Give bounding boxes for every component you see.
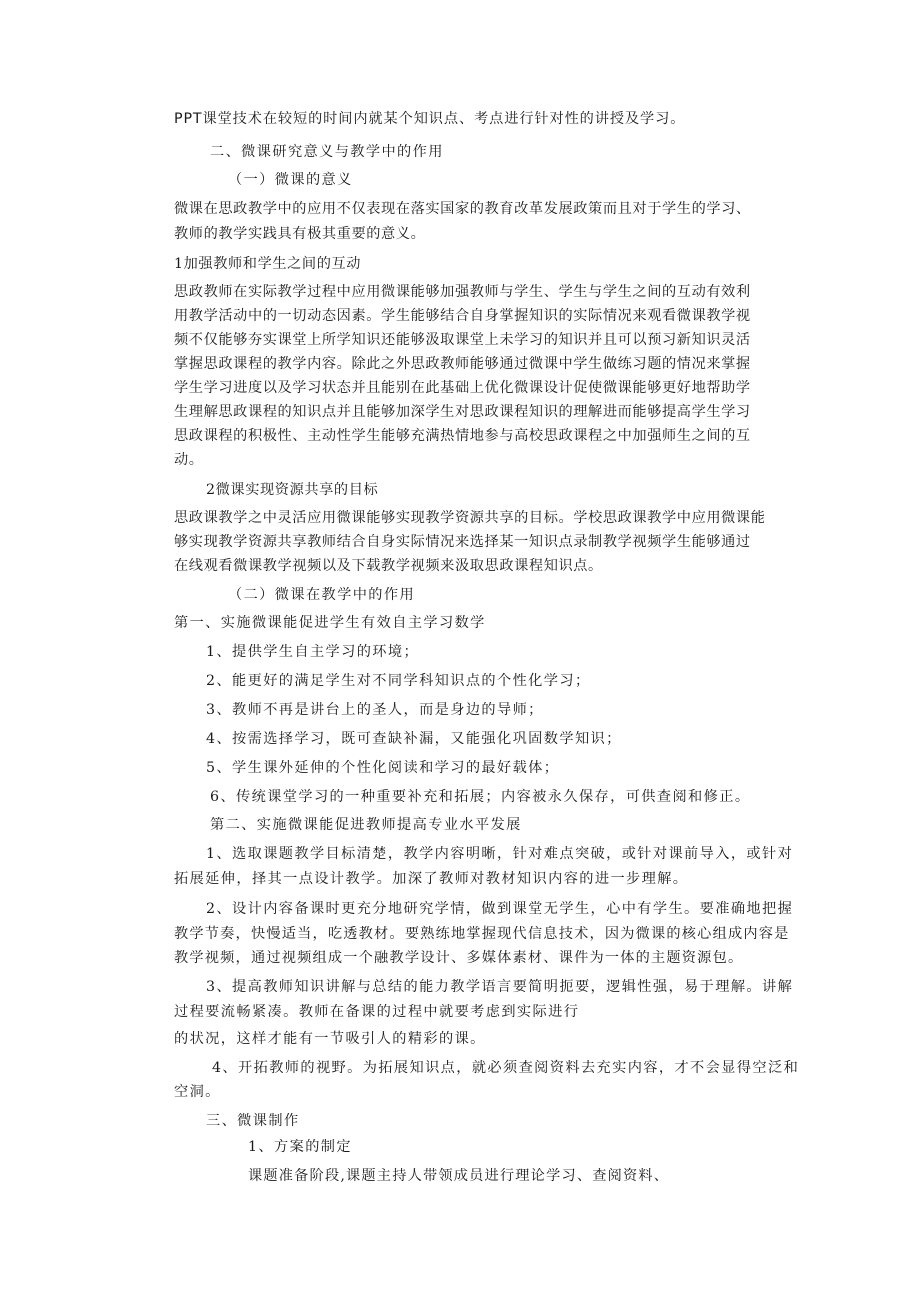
text-line: 思政课程的积极性、主动性学生能够充满热情地参与高校思政课程之中加强师生之间的互 — [174, 428, 751, 444]
text-line: 掌握思政课程的教学内容。除此之外思政教师能够通过微课中学生做练习题的情况来掌握 — [174, 356, 751, 372]
text-line: 第二、实施微课能促进教师提高专业水平发展 — [210, 817, 522, 833]
text-line: 学生学习进度以及学习状态并且能别在此基础上优化微课设计促使微课能够更好地帮助学 — [174, 380, 751, 396]
subsection-heading: （二）微课在教学中的作用 — [228, 587, 416, 603]
text-line: 教学节奏，快慢适当，吃透教材。要熟练地掌握现代信息技术，因为微课的核心组成内容是 — [174, 926, 790, 942]
text-line: 微课在思政教学中的应用不仅表现在落实国家的教育改革发展政策而且对于学生的学习、 — [174, 201, 751, 217]
list-item: 4、按需选择学习，既可查缺补漏，又能强化巩固数学知识； — [206, 731, 622, 747]
subheading: 1、方案的制定 — [248, 1139, 352, 1155]
text-line: 空洞。 — [174, 1084, 221, 1100]
subheading: 2微课实现资源共享的目标 — [206, 482, 379, 498]
text-line: 2、设计内容备课时更充分地研究学情，做到课堂无学生，心中有学生。要准确地把握 — [206, 901, 794, 917]
text-line: 第一、实施微课能促进学生有效自主学习数学 — [174, 615, 486, 631]
text-line: 1、选取课题教学目标清楚，教学内容明晰，针对难点突破，或针对课前导入，或针对 — [206, 846, 794, 862]
text-line: 频不仅能够夯实课堂上所学知识还能够汲取课堂上未学习的知识并且可以预习新知识灵活 — [174, 332, 751, 348]
text-line: 拓展延伸，择其一点设计教学。加深了教师对教材知识内容的进一步理解。 — [174, 871, 689, 887]
subheading: 1加强教师和学生之间的互动 — [174, 256, 362, 272]
text-line: 教学视频，通过视频组成一个融教学设计、多媒体素材、课件为一体的主题资源包。 — [174, 950, 744, 966]
section-heading: 二、微课研究意义与教学中的作用 — [210, 144, 444, 160]
text-line: 4、开拓教师的视野。为拓展知识点，就必须查阅资料去充实内容，才不会显得空泛和 — [212, 1060, 800, 1076]
list-item: 2、能更好的满足学生对不同学科知识点的个性化学习； — [206, 673, 591, 689]
text-line: 思政教师在实际教学过程中应用微课能够加强教师与学生、学生与学生之间的互动有效利 — [174, 284, 751, 300]
list-item: 6、传统课堂学习的一种重要补充和拓展；内容被永久保存，可供查阅和修正。 — [210, 789, 751, 805]
text-line: 思政课教学之中灵活应用微课能够实现教学资源共享的目标。学校思政课教学中应用微课能 — [174, 510, 766, 526]
text-line: 3、提高教师知识讲解与总结的能力教学语言要简明扼要，逻辑性强，易于理解。讲解 — [206, 979, 794, 995]
text-line: 生理解思政课程的知识点并且能够加深学生对思政课程知识的理解进而能够提高学生学习 — [174, 404, 751, 420]
text-line: 教师的教学实践具有极其重要的意义。 — [174, 226, 426, 242]
text-line: PPT课堂技术在较短的时间内就某个知识点、考点进行针对性的讲授及学习。 — [174, 111, 686, 127]
subsection-heading: （一）微课的意义 — [228, 172, 353, 188]
text-line: 动。 — [174, 452, 204, 468]
text-line: 的状况，这样才能有一节吸引人的精彩的课。 — [174, 1031, 486, 1047]
text-line: 课题准备阶段,课题主持人带领成员进行理论学习、查阅资料、 — [248, 1168, 670, 1184]
list-item: 3、教师不再是讲台上的圣人，而是身边的导师； — [206, 702, 544, 718]
text-line: 在线观看微课教学视频以及下载教学视频来汲取思政课程知识点。 — [174, 558, 603, 574]
text-line: 够实现教学资源共享教师结合自身实际情况来选择某一知识点录制教学视频学生能够通过 — [174, 534, 751, 550]
list-item: 1、提供学生自主学习的环境； — [206, 644, 420, 660]
text-line: 用教学活动中的一切动态因素。学生能够结合自身掌握知识的实际情况来观看微课教学视 — [174, 308, 751, 324]
list-item: 5、学生课外延伸的个性化阅读和学习的最好载体； — [206, 760, 560, 776]
text-line: 过程要流畅紧凑。教师在备课的过程中就要考虑到实际进行 — [174, 1004, 580, 1020]
section-heading: 三、微课制作 — [206, 1113, 300, 1129]
